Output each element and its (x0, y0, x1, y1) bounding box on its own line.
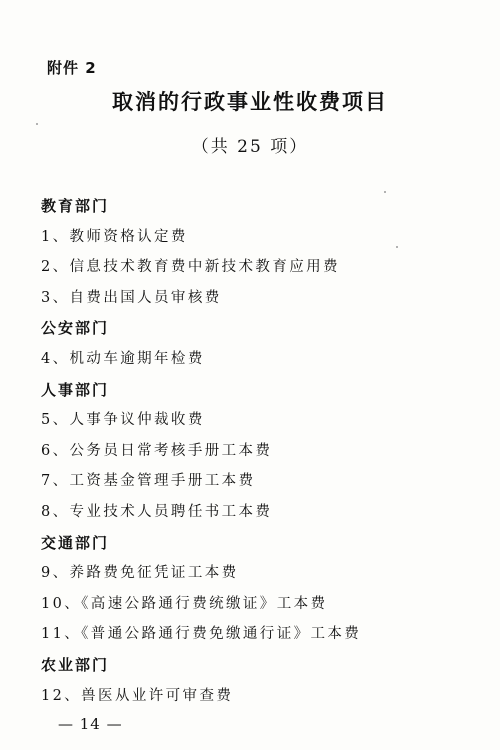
department-heading-personnel: 人事部门 (41, 380, 110, 399)
item-count-subtitle: （共 25 项） (191, 137, 309, 157)
department-heading-transport: 交通部门 (41, 533, 110, 552)
scan-speck (396, 246, 398, 248)
fee-item: 11、《普通公路通行费免缴通行证》工本费 (41, 626, 362, 643)
department-heading-education: 教育部门 (41, 197, 110, 215)
fee-item: 3、自费出国人员审核费 (41, 289, 222, 306)
attachment-label: 附件 2 (47, 59, 97, 77)
fee-item: 4、机动车逾期年检费 (41, 350, 205, 367)
department-heading-public-security: 公安部门 (41, 319, 110, 338)
scan-speck (36, 123, 38, 125)
fee-item-list (41, 191, 471, 711)
fee-item: 5、人事争议仲裁收费 (41, 412, 205, 429)
scan-speck (384, 191, 386, 193)
fee-item: 6、公务员日常考核手册工本费 (41, 442, 273, 459)
fee-item: 10、《高速公路通行费统缴证》工本费 (41, 595, 328, 612)
fee-item: 8、专业技术人员聘任书工本费 (41, 503, 273, 520)
fee-item: 9、养路费免征凭证工本费 (41, 565, 239, 582)
department-heading-agriculture: 农业部门 (41, 655, 110, 674)
fee-item: 7、工资基金管理手册工本费 (41, 473, 256, 490)
page-number: — 14 — (58, 715, 123, 733)
document-title: 取消的行政事业性收费项目 (112, 90, 388, 114)
fee-item: 12、兽医从业许可审查费 (41, 687, 234, 704)
fee-item: 2、信息技术教育费中新技术教育应用费 (41, 259, 340, 276)
fee-item: 1、教师资格认定费 (41, 228, 188, 245)
